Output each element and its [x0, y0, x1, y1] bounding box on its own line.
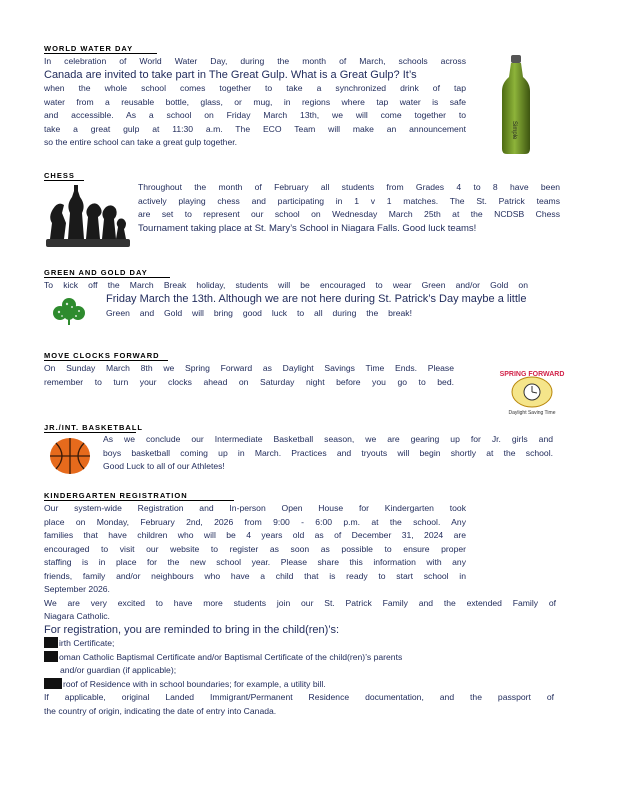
shamrock-icon — [48, 297, 90, 325]
kindergarten-heading: KINDERGARTEN REGISTRATION — [44, 491, 234, 501]
text-line: families that have children who will be 4 years old as of December 31, 2024 are — [44, 530, 466, 540]
text-line: September 2026. — [44, 584, 110, 594]
chess-heading: CHESS — [44, 171, 84, 181]
text-line: We are very excited to have more students join our St. Patrick Family and the extended Family of — [44, 597, 556, 608]
text-line: Niagara Catholic. — [44, 611, 110, 621]
list-item-text: oman Catholic Baptismal Certificate and/or Baptismal Certificate of the child(ren)’s parents — [59, 651, 403, 662]
list-item — [44, 637, 574, 651]
text-line: Canada are invited to take part in The Great Gulp. What is a Great Gulp? It’s — [44, 68, 417, 81]
chess-text — [138, 181, 560, 235]
text-line: so the entire school can take a great gulp together. — [44, 137, 238, 147]
redacted-block — [44, 678, 62, 689]
text-line: the country of origin, indicating the date of entry into Canada. — [44, 705, 277, 716]
green-gold-line-1 — [44, 279, 528, 293]
kindergarten-text — [44, 502, 556, 718]
text-line: As we conclude our Intermediate Basketball season, we are gearing up for Jr. girls and — [103, 434, 553, 444]
clocks-heading: MOVE CLOCKS FORWARD — [44, 351, 168, 361]
world-water-day-heading: WORLD WATER DAY — [44, 44, 157, 54]
spring-forward-badge — [496, 368, 568, 416]
badge-bottom-text: Daylight Saving Time — [508, 410, 556, 416]
list-item-text: irth Certificate; — [59, 638, 115, 648]
list-item — [44, 678, 574, 692]
text-line: water from a reusable bottle, glass, or mug, in regions where tap water is safe — [44, 96, 466, 107]
text-line: staffing is in place for the new school year. Please share this information with any — [44, 557, 466, 567]
text-line: remember to turn your clocks ahead on Saturday night before you go to bed. — [44, 376, 454, 387]
basketball-text — [103, 433, 553, 474]
text-line: In celebration of World Water Day, during the month of March, schools across — [44, 56, 466, 66]
text-line: Our system-wide Registration and In-person Open House for Kindergarten took — [44, 503, 466, 513]
chess-pieces-image — [44, 183, 130, 249]
text-line: To kick off the March Break holiday, students will be encouraged to wear Green and/or Gold on — [44, 280, 528, 290]
list-item — [44, 651, 574, 665]
list-item-text: roof of Residence with in school boundaries; for example, a utility bill. — [63, 678, 326, 689]
text-line: Good Luck to all of our Athletes! — [103, 461, 225, 471]
redacted-block — [44, 637, 58, 648]
text-line: On Sunday March 8th we Spring Forward as Daylight Savings Time Ends. Please — [44, 363, 454, 373]
text-line: actively playing chess and participating in 1 v 1 matches. The St. Patrick teams — [138, 195, 560, 206]
text-line: Throughout the month of February all students from Grades 4 to 8 have been — [138, 182, 560, 192]
text-line: Tournament taking place at St. Mary’s School in Niagara Falls. Good luck teams! — [138, 222, 477, 234]
text-line: and accessible. As a school on Friday March 13th, we will come together to — [44, 110, 466, 120]
badge-top-text: SPRING FORWARD — [499, 371, 565, 378]
basketball-image — [48, 435, 92, 475]
green-gold-text — [106, 293, 568, 320]
water-bottle-image — [500, 55, 532, 155]
basketball-heading: JR./INT. BASKETBALL — [44, 423, 144, 432]
text-line: when the whole school comes together to take a synchronized drink of tap — [44, 83, 466, 93]
text-line: encouraged to visit our website to register as soon as possible to ensure proper — [44, 543, 466, 554]
text-line: boys basketball coming up in March. Practices and tryouts will begin shortly at the school. — [103, 447, 553, 458]
text-line: Green and Gold will bring good luck to all during the break! — [106, 307, 412, 318]
text-line: are set to represent our school on Wednesday March 25th at the NCDSB Chess — [138, 209, 560, 219]
list-item-continued: and/or guardian (if applicable); — [60, 665, 177, 675]
registration-reminder: For registration, you are reminded to bring in the child(ren)’s: — [44, 623, 340, 636]
text-line: If applicable, original Landed Immigrant/Permanent Residence documentation, and the passport of — [44, 692, 554, 702]
clocks-text — [44, 362, 454, 389]
world-water-day-text — [44, 55, 466, 150]
green-gold-heading: GREEN AND GOLD DAY — [44, 268, 170, 278]
text-line: take a great gulp at 11:30 a.m. The ECO Team will make an announcement — [44, 123, 466, 134]
bottle-label: Simple — [511, 121, 517, 140]
text-line: Friday March the 13th. Although we are not here during St. Patrick’s Day maybe a little — [106, 293, 527, 305]
redacted-block — [44, 651, 58, 662]
text-line: friends, family and/or neighbours who have a child that is ready to start school in — [44, 570, 466, 581]
text-line: place on Monday, February 2nd, 2026 from 9:00 - 6:00 p.m. at the school. Any — [44, 516, 466, 527]
